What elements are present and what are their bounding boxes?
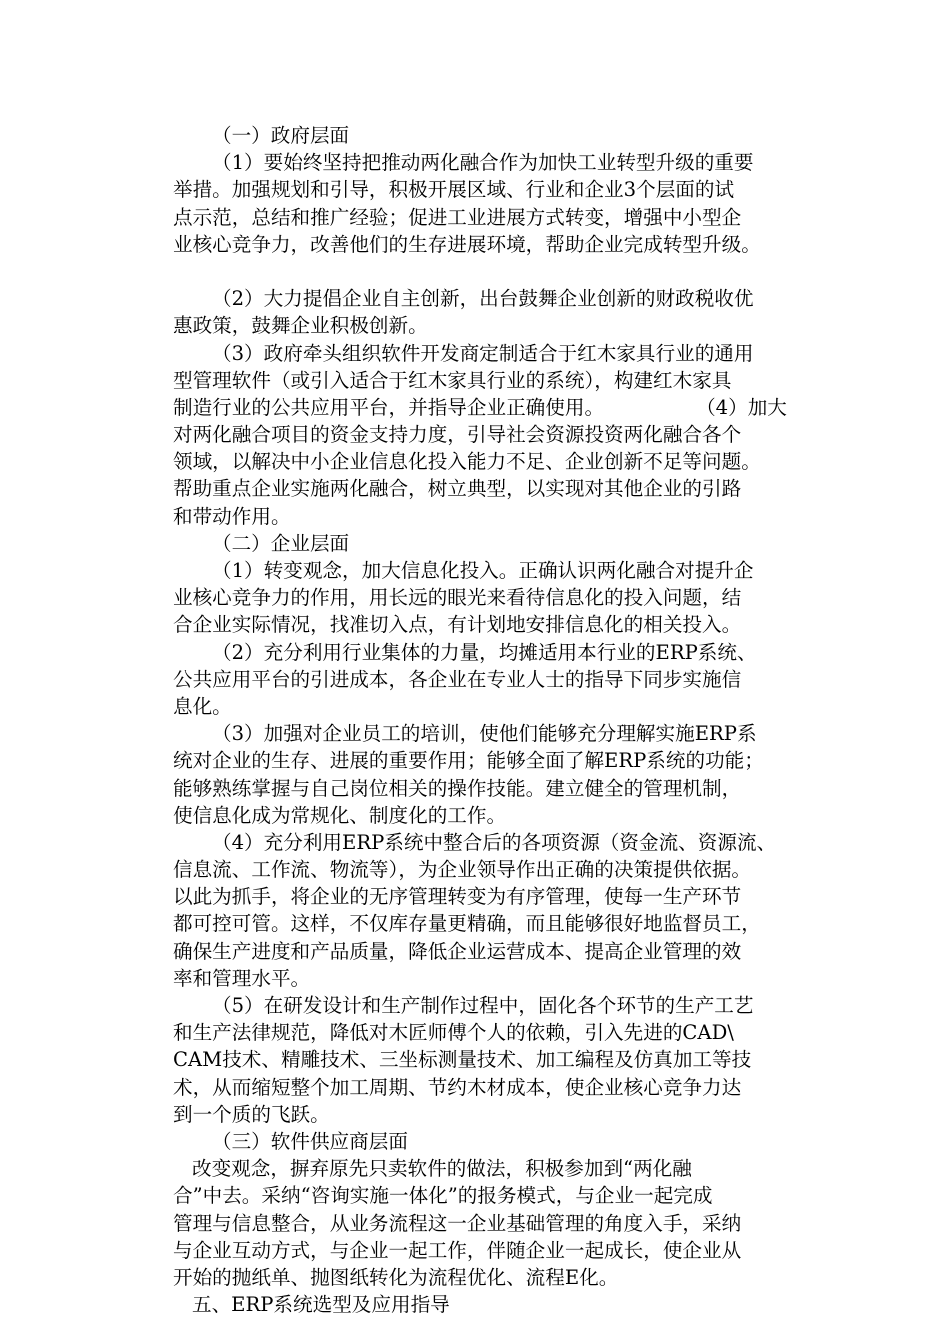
paragraph-line-part: 制造行业的公共应用平台，并指导企业正确使用。 xyxy=(173,395,605,419)
paragraph-line: 和带动作用。 xyxy=(173,504,291,528)
paragraph-line: 与企业互动方式，与企业一起工作，伴随企业一起成长，使企业从 xyxy=(173,1238,742,1262)
paragraph-line: 管理与信息整合，从业务流程这一企业基础管理的角度入手，采纳 xyxy=(173,1211,742,1235)
paragraph-line: 业核心竞争力，改善他们的生存进展环境，帮助企业完成转型升级。 xyxy=(173,232,761,256)
paragraph-line xyxy=(173,394,813,421)
paragraph-line: （3）加强对企业员工的培训，使他们能够充分理解实施ERP系 xyxy=(212,722,757,746)
paragraph-line: 信息流、工作流、物流等），为企业领导作出正确的决策提供依据。 xyxy=(173,858,752,882)
paragraph-line: 举措。加强规划和引导，积极开展区域、行业和企业3个层面的试 xyxy=(173,178,735,202)
paragraph-line: 以此为抓手，将企业的无序管理转变为有序管理，使每一生产环节 xyxy=(173,885,742,909)
blank-line xyxy=(173,258,813,285)
paragraph-line: 能够熟练掌握与自己岗位相关的操作技能。建立健全的管理机制， xyxy=(173,776,742,800)
paragraph-line: 到一个质的飞跃。 xyxy=(173,1102,330,1126)
paragraph-line: （5）在研发设计和生产制作过程中，固化各个环节的生产工艺 xyxy=(212,994,754,1017)
paragraph-line: 都可控可管。这样，不仅库存量更精确，而且能够很好地监督员工， xyxy=(173,912,761,936)
paragraph-line: （4）充分利用ERP系统中整合后的各项资源（资金流、资源流、 xyxy=(212,830,777,854)
document-body xyxy=(173,122,813,1318)
paragraph-line: 业核心竞争力的作用，用长远的眼光来看待信息化的投入问题，结 xyxy=(173,586,742,610)
paragraph-line: 术，从而缩短整个加工周期、节约木材成本，使企业核心竞争力达 xyxy=(173,1075,742,1099)
paragraph-line: 领域，以解决中小企业信息化投入能力不足、企业创新不足等问题。 xyxy=(173,450,761,474)
heading-software-vendor-level: （三）软件供应商层面 xyxy=(212,1129,408,1153)
paragraph-line: 和生产法律规范，降低对木匠师傅个人的依赖，引入先进的CAD\ xyxy=(173,1021,734,1045)
paragraph-line: 使信息化成为常规化、制度化的工作。 xyxy=(173,803,507,827)
paragraph-line: 公共应用平台的引进成本，各企业在专业人士的指导下同步实施信 xyxy=(173,667,742,691)
paragraph-line: 对两化融合项目的资金支持力度，引导社会资源投资两化融合各个 xyxy=(173,423,742,447)
heading-erp-selection: 五、ERP系统选型及应用指导 xyxy=(192,1293,450,1317)
heading-government-level: （一）政府层面 xyxy=(212,124,350,147)
paragraph-line: 改变观念，摒弃原先只卖软件的做法，积极参加到“两化融 xyxy=(192,1157,692,1181)
paragraph-line: 开始的抛纸单、抛图纸转化为流程优化、流程E化。 xyxy=(173,1265,619,1289)
paragraph-line: 点示范，总结和推广经验；促进工业进展方式转变，增强中小型企 xyxy=(173,205,742,229)
paragraph-line: （2）大力提倡企业自主创新，出台鼓舞企业创新的财政税收优 xyxy=(212,287,754,311)
paragraph-line: （1）转变观念，加大信息化投入。正确认识两化融合对提升企 xyxy=(212,559,754,582)
paragraph-line: 合”中去。采纳“咨询实施一体化”的报务模式，与企业一起完成 xyxy=(173,1184,713,1208)
paragraph-line: 合企业实际情况，找准切入点，有计划地安排信息化的相关投入。 xyxy=(173,613,742,637)
paragraph-line: 型管理软件（或引入适合于红木家具行业的系统），构建红木家具 xyxy=(173,368,732,392)
heading-enterprise-level: （二）企业层面 xyxy=(212,531,350,555)
paragraph-line: 统对企业的生存、进展的重要作用；能够全面了解ERP系统的功能； xyxy=(173,749,764,773)
paragraph-line: 帮助重点企业实施两化融合，树立典型，以实现对其他企业的引路 xyxy=(173,477,742,501)
paragraph-line: （3）政府牵头组织软件开发商定制适合于红木家具行业的通用 xyxy=(212,341,754,365)
paragraph-line: 惠政策，鼓舞企业积极创新。 xyxy=(173,314,428,338)
paragraph-line: （1）要始终坚持把推动两化融合作为加快工业转型升级的重要 xyxy=(212,151,754,175)
paragraph-line: 率和管理水平。 xyxy=(173,966,311,990)
paragraph-line: 息化。 xyxy=(173,694,232,718)
paragraph-line-part: （4）加大 xyxy=(696,395,787,419)
paragraph-line: （2）充分利用行业集体的力量，均摊适用本行业的ERP系统、 xyxy=(212,640,757,664)
paragraph-line: CAM技术、精雕技术、三坐标测量技术、加工编程及仿真加工等技 xyxy=(173,1048,752,1072)
paragraph-line: 确保生产进度和产品质量，降低企业运营成本、提高企业管理的效 xyxy=(173,939,742,963)
